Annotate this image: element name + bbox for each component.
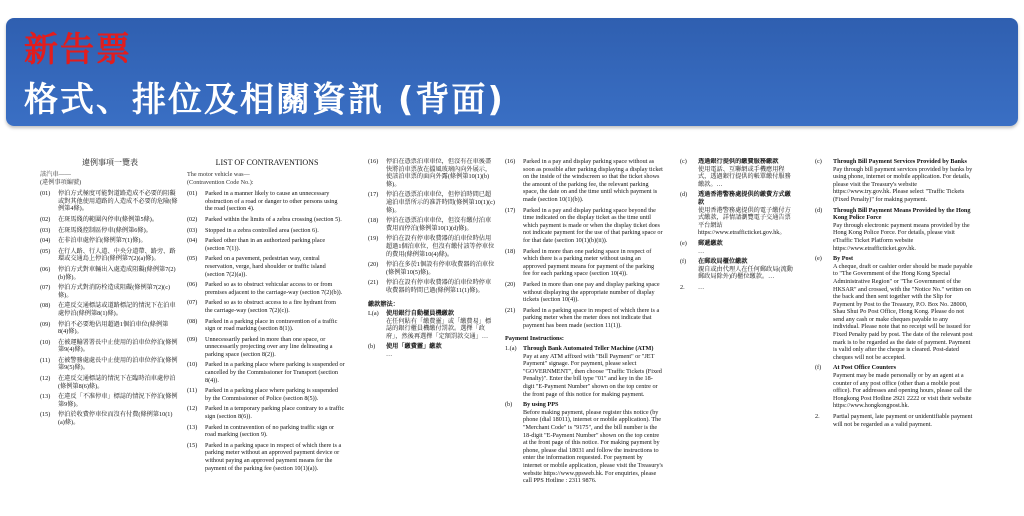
- item-text: 在斑馬綫控制區停車(條例第6條)。: [58, 226, 152, 234]
- item-text: 停泊在憑票泊車車位，但停泊時間已超逾泊車票所示的准許時間(條例第10(1)(c)條)。: [386, 191, 495, 214]
- item-title: Through Bill Payment Services Provided by Banks: [833, 158, 967, 165]
- item-text: 在任何貼有「繳費靈」或「繳費易」標誌的銀行櫃員機繳付罰款。選擇「政府」，然後再選擇「定額罰款交通」…: [386, 317, 492, 340]
- item-text: 停泊方式對消防栓造成阻礙(條例第7(2)(c)條)。: [58, 284, 171, 299]
- item-text: Unnecessarily parked in more than one space, or unnecessarily projecting over any line delineating a parking space (section 8(2)).: [205, 335, 333, 358]
- payment-method: [680, 191, 795, 237]
- item-text: Parked within the limits of a zebra crossing (section 5).: [205, 215, 342, 223]
- item-code: (17): [505, 206, 516, 214]
- column-chinese-payment: [680, 158, 795, 510]
- item-code: (06): [187, 281, 198, 289]
- item-title: Through Bill Payment Means Provided by the Hong Kong Police Force: [833, 206, 971, 222]
- payment-methods: [368, 310, 498, 359]
- item-text: 在違反交通標誌的情況下在臨時泊車處停泊(條例第8(6)條)。: [58, 375, 176, 390]
- contravention-item: [40, 216, 180, 224]
- item-text: …: [698, 247, 705, 255]
- contravention-item: [187, 190, 347, 213]
- item-text: Parked in a parking space in respect of which there is a parking meter without an approved payment device or without paying an approved payment means for the payment of the parking fee (section 10(1)(a)).: [205, 441, 342, 472]
- payment-method: [368, 310, 498, 340]
- contravention-item: [187, 255, 347, 278]
- payment-methods: [815, 158, 975, 428]
- item-text: Pay through bill payment services provided by banks by using phone, internet or mobile application. For details, please visit the Treasury's website https://www.try.gov.hk. Please select "Traffic Tickets (Fixed Penalty)" for making payment.: [833, 165, 973, 203]
- item-title: 在郵政局櫃位繳款: [698, 258, 748, 266]
- item-code: (02): [187, 215, 198, 223]
- item-code: (d): [680, 191, 688, 199]
- item-code: (05): [40, 247, 51, 255]
- item-code: (13): [187, 423, 198, 431]
- item-text: 停泊不必要地佔用超過1個泊車位(條例第8(4)條)。: [58, 320, 169, 336]
- column-english-payment: [815, 158, 975, 510]
- item-text: Partial payment, late payment or unidentifiable payment will not be regarded as a valid payment.: [833, 413, 973, 428]
- item-text: 在違反交通標誌或道路標記的情況下在泊車處停泊(條例第8(1)條)。: [58, 302, 176, 317]
- item-code: (06): [40, 265, 51, 273]
- item-code: (f): [680, 258, 687, 266]
- item-code: (12): [187, 405, 198, 413]
- item-text: 使用香港警務處提供的電子繳付方式繳款，詳情請瀏覽電子交通告票平台網站 https://www.etrafficticket.gov.hk。: [698, 206, 791, 237]
- contravention-item: [187, 336, 347, 359]
- item-code: (03): [40, 226, 51, 234]
- item-code: (10): [187, 361, 198, 369]
- item-text: 在非泊車處停泊(條例第7(1)條)。: [58, 237, 147, 245]
- item-code: (15): [40, 411, 51, 419]
- item-text: Parked in more than one pay and display parking space without displaying the appropriate number of display tickets (section 10(4)).: [523, 280, 660, 304]
- payment-method: [680, 258, 795, 281]
- item-text: Parked other than in an authorized parking place (section 7(1)).: [205, 237, 326, 252]
- item-text: 在被警務處處長中止使用的泊車位停泊(條例第9(5)條)。: [58, 356, 178, 372]
- item-code: (21): [505, 306, 516, 314]
- contravention-item: [40, 321, 180, 336]
- item-text: A cheque, draft or cashier order should be made payable to "The Government of the Hong Kong Special Administrative Region" or "The Government of the HKSAR" and crossed, with the "Notice No." written on the back and then sent together with the Slip for Payment by Post to the Treasury, P.O. Box No. 28000, Shau Shui Po Post Office, Hong Kong. Please do not send any cash or make cheques payable to any individual. Please note that no receipt will be issued for Fixed Penalty paid by post. The date of the relevant post mark is to be regarded as the date of payment. Payment is valid only after the cheque is cleared. Post-dated cheques will not be accepted.: [833, 262, 973, 361]
- item-code: (07): [40, 284, 51, 292]
- item-code: (21): [368, 279, 379, 287]
- item-text: Parked in a temporary parking place contrary to a traffic sign (section 8(6)).: [205, 405, 345, 421]
- payment-method: [815, 158, 975, 204]
- column-subheading: 該汽車—— (違例事項編號): [40, 171, 82, 186]
- payment-method: [815, 364, 975, 410]
- item-code: (20): [505, 280, 516, 288]
- item-text: 停泊在設有停車收費器的泊車位時停車收費器的時間已過(條例第11(1)條)。: [386, 279, 492, 294]
- contravention-list: [187, 190, 347, 472]
- item-code: (09): [40, 320, 51, 328]
- item-text: 在斑馬綫的範圍內停車(條例第5條)。: [58, 215, 159, 223]
- column-english-contraventions: [187, 158, 347, 510]
- contravention-item: [40, 302, 180, 317]
- item-code: (01): [187, 190, 198, 198]
- payment-method: [815, 207, 975, 253]
- contravention-item: [40, 227, 180, 235]
- payment-method: [680, 240, 795, 255]
- payment-heading: Payment Instructions:: [505, 335, 564, 343]
- title-banner: [6, 18, 1018, 126]
- item-title: Through Bank Automated Teller Machine (ATM): [523, 345, 654, 353]
- item-code: (17): [368, 191, 379, 199]
- contravention-item: [40, 284, 180, 299]
- payment-methods: [505, 345, 665, 485]
- contravention-item: [40, 357, 180, 372]
- item-text: 停泊在多於1個設有停車收費器的泊車位(條例第10(5)條)。: [386, 261, 495, 276]
- payment-method: [505, 401, 665, 485]
- contravention-item: [187, 424, 347, 439]
- column-heading: LIST OF CONTRAVENTIONS: [215, 158, 319, 167]
- item-code: (13): [40, 393, 51, 401]
- payment-method: [680, 284, 795, 292]
- payment-method: [815, 255, 975, 361]
- payment-method: [368, 343, 498, 358]
- item-text: 在被運輸署署長中止使用的泊車位停泊(條例第9(4)條)。: [58, 338, 178, 354]
- item-text: 停泊在設有停車收費器的泊車位時佔用超過1個泊車位，但沒有繳付該等停車位的費用(條例第10(4)條)。: [386, 235, 495, 258]
- payment-methods: [680, 158, 795, 292]
- item-code: (20): [368, 261, 379, 269]
- contravention-item: [187, 442, 347, 472]
- contravention-item: [40, 190, 180, 213]
- contravention-item: [40, 393, 180, 408]
- column-subheading: The motor vehicle was— (Contravention Code No.):: [187, 171, 254, 186]
- item-text: 使用電話、互聯網或手機應用程式，透過銀行提供的帳單繳付服務繳款。…: [698, 165, 791, 188]
- item-title: By using PPS: [523, 401, 559, 409]
- item-code: (02): [40, 215, 51, 223]
- column-chinese-contraventions-cont: [368, 158, 498, 510]
- contravention-item: [187, 237, 347, 252]
- item-text: …: [386, 351, 393, 359]
- contravention-item: [40, 266, 180, 281]
- item-code: (11): [187, 387, 198, 395]
- contravention-list: [505, 158, 665, 329]
- contravention-item: [505, 281, 665, 304]
- item-code: (09): [187, 335, 198, 343]
- item-title: 使用「繳費靈」繳款: [386, 343, 442, 351]
- item-text: Parked in more than one parking space in respect of which there is a parking meter without using an approved payment means for payment of the parking fee for each parking space (section 10(4)).: [523, 247, 655, 278]
- contravention-item: [187, 281, 347, 296]
- contravention-item: [40, 248, 180, 263]
- item-text: Parked in a manner likely to cause an unnecessary obstruction of a road or danger to other persons using the road (section 4).: [205, 190, 338, 213]
- column-chinese-contraventions: [40, 158, 180, 510]
- item-text: 在行人路、行人道、中央分道帶、路旁、路環或交通島上停泊(條例第7(2)(a)條)。: [58, 247, 176, 263]
- contravention-item: [505, 158, 665, 204]
- item-text: Parked in a parking place in contravention of a traffic sign or road marking (section 8(1)).: [205, 317, 338, 333]
- item-code: (03): [187, 226, 198, 234]
- contravention-item: [505, 248, 665, 278]
- item-code: (16): [368, 158, 379, 165]
- contravention-item: [40, 237, 180, 245]
- contravention-item: [40, 339, 180, 354]
- item-text: 停泊於收費停車位而沒有付費(條例第10(1)(a)條)。: [58, 411, 173, 427]
- item-text: 停泊方式對車輛出入處造成阻礙(條例第7(2)(b)條)。: [58, 265, 176, 281]
- item-code: (10): [40, 338, 51, 346]
- item-code: (01): [40, 190, 51, 198]
- contravention-item: [187, 405, 347, 420]
- item-code: (e): [815, 255, 822, 263]
- payment-heading: 繳款辦法：: [368, 300, 399, 308]
- item-code: 2.: [680, 283, 685, 291]
- item-code: (11): [40, 356, 51, 364]
- item-code: (18): [505, 247, 516, 255]
- item-title: 透過銀行提供的繳費服務繳款: [698, 158, 779, 165]
- item-code: (04): [40, 237, 51, 245]
- item-text: Pay through electronic payment means provided by the Hong Kong Police Force. For details, please visit eTraffic Ticket Platform website https://www.etrafficticket.gov.hk.: [833, 221, 970, 252]
- item-title: 透過香港警務處提供的繳費方式繳款: [698, 191, 791, 206]
- contravention-item: [187, 361, 347, 384]
- item-text: Stopped in a zebra controlled area (section 6).: [205, 226, 319, 234]
- item-text: 停泊在憑票泊車車位，但沒有繳付泊車費用而停泊(條例第10(1)(d)條)。: [386, 217, 492, 232]
- contravention-item: [368, 191, 498, 214]
- item-code: 1.(a): [505, 345, 517, 353]
- contravention-list: [40, 190, 180, 426]
- contravention-item: [40, 375, 180, 390]
- item-code: (b): [368, 343, 376, 351]
- item-code: (d): [815, 206, 823, 214]
- payment-method: [680, 158, 795, 188]
- item-code: (07): [187, 299, 198, 307]
- item-code: L(a): [368, 310, 379, 318]
- payment-method: [815, 413, 975, 428]
- item-text: Pay at any ATM affixed with "Bill Payment" or "JET Payment" signage. For payment, please select "GOVERNMENT", then choose "Traffic Tickets (Fixed Penalty)". Enter the bill type "01" and key in the 18-digit "E-Payment Number" shown on the top centre or the front page of this notice for making payment.: [523, 352, 662, 398]
- item-text: …: [698, 283, 705, 291]
- item-title: At Post Office Counters: [833, 364, 897, 372]
- item-text: 親自或由代理人在任何郵政局(流動郵政局除外)的櫃位繳款。…: [698, 265, 793, 281]
- item-code: (c): [815, 158, 822, 165]
- contravention-item: [187, 387, 347, 402]
- item-code: (b): [505, 401, 513, 409]
- item-code: (18): [368, 217, 379, 225]
- contravention-item: [187, 216, 347, 224]
- item-text: 在違反「不准停車」標誌的情況下停泊(條例第9條)。: [58, 393, 178, 408]
- item-code: (15): [187, 441, 198, 449]
- item-text: 停泊在憑票泊車車位，但沒有在車後盡快將泊車票放在擋風玻璃內向外展示，使該泊車票的面向外露(條例第10(1)(b)條)。: [386, 158, 492, 188]
- item-code: (08): [187, 317, 198, 325]
- column-heading: 違例事項一覽表: [82, 158, 138, 167]
- contravention-item: [368, 158, 498, 188]
- item-text: Parked in a pay and display parking space beyond the time indicated on the display ticket as the time until which payment is made or when the display ticket does not indicate payment for the use of that parking space or for that date (section 10(1)(b)(ii)).: [523, 206, 663, 244]
- item-text: Before making payment, please register this notice (by phone (dial 18011), internet or mobile application). The "Merchant Code" is "9175", and the bill number is the 18-digit "E-Payment Number" shown on the top centre at the front page of this notice. For making payment by phone, please dial 18031 and follow the instructions to enter the information requested. For payment by internet or mobile application, please visit the Treasury's website https://www.ppsweb.hk. For enquiries, please call PPS Hotline : 2311 9876.: [523, 408, 663, 485]
- item-text: Parked so as to obstruct access to a fire hydrant from the carriage-way (section 7(2)(c)).: [205, 299, 336, 314]
- item-code: 2.: [815, 413, 820, 420]
- contravention-item: [40, 411, 180, 426]
- contravention-item: [505, 207, 665, 245]
- item-text: Parked so as to obstruct vehicular access to or from premises adjacent to the carriage-way (section 7(2)(b)).: [205, 281, 343, 296]
- contravention-item: [505, 307, 665, 330]
- item-code: (08): [40, 302, 51, 310]
- item-code: (04): [187, 237, 198, 245]
- contravention-item: [368, 261, 498, 276]
- contravention-list: [368, 158, 498, 295]
- contravention-item: [368, 279, 498, 294]
- item-text: Parked in a parking space in respect of which there is a parking meter when the meter does not indicate that payment has been made (section 11(1)).: [523, 306, 660, 329]
- contravention-item: [368, 235, 498, 258]
- contravention-item: [187, 318, 347, 333]
- column-english-contraventions-cont: [505, 158, 665, 510]
- item-code: (16): [505, 158, 516, 165]
- banner-title: 新告票: [24, 30, 132, 70]
- payment-method: [505, 345, 665, 398]
- item-code: (05): [187, 255, 198, 263]
- contravention-item: [368, 217, 498, 232]
- item-text: Parked in a parking place where parking is suspended by the Commissioner of Police (section 8(5)).: [205, 387, 338, 402]
- item-code: (19): [368, 235, 379, 243]
- contravention-item: [187, 299, 347, 314]
- item-code: (12): [40, 375, 51, 383]
- item-text: Parked in contravention of no parking traffic sign or road marking (section 9).: [205, 423, 335, 439]
- item-text: Parked on a pavement, pedestrian way, central reservation, verge, hard shoulder or traffic island (section 7(2)(a)).: [205, 255, 326, 278]
- item-title: By Post: [833, 255, 854, 263]
- item-text: Payment may be made personally or by an agent at a counter of any post office (other than a mobile post office). For addresses and opening hours, please call the Hongkong Post Hotline 2921 2222 or visit their website https://www.hongkongpost.hk.: [833, 372, 972, 410]
- contravention-item: [187, 227, 347, 235]
- item-code: (f): [815, 364, 822, 372]
- item-text: Parked in a pay and display parking space without as soon as possible after parking displaying a display ticket on the inside of the windscreen so that the ticket shows the amount of the parking fee, the relevant parking space, the date on and the time until which payment is made (section 10(1)(b)).: [523, 158, 663, 203]
- item-text: 停泊方式極度可能對道路造成不必要的阻礙或對其他使用道路的人造成不必要的危險(條例第4條)。: [58, 190, 178, 213]
- item-text: Parked in a parking place where parking is suspended or cancelled by the Commissioner for Transport (section 8(4)).: [205, 361, 345, 384]
- item-code: (c): [680, 158, 687, 165]
- item-title: 郵遞繳款: [698, 239, 723, 247]
- item-title: 使用銀行自動櫃員機繳款: [386, 310, 455, 318]
- item-code: (e): [680, 239, 687, 247]
- banner-subtitle: 格式、排位及相關資訊 (背面): [24, 80, 505, 120]
